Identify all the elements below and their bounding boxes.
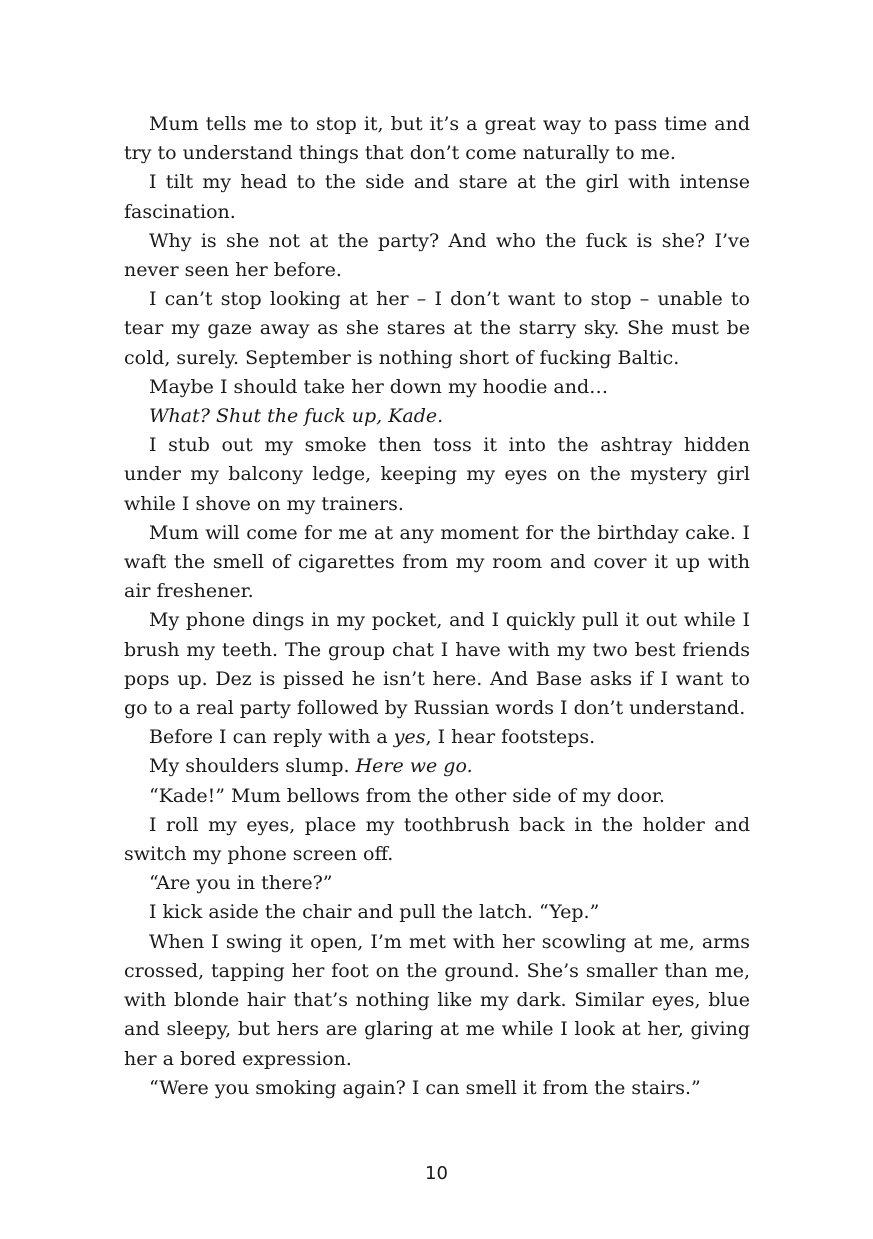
paragraph <box>124 723 750 752</box>
paragraph <box>124 869 750 898</box>
paragraph-text: , I hear footsteps. <box>425 726 596 749</box>
paragraph <box>124 431 750 519</box>
paragraph <box>124 285 750 373</box>
paragraph-text: When I swing it open, I’m met with her scowling at me, arms crossed, tapping her foot on the ground. She’s smaller than me, with blonde hair that’s nothing like my dark. Similar eyes, blue and sleepy, but hers are glaring at me while I look at her, giving her a bored expression. <box>124 930 750 1070</box>
paragraph <box>124 373 750 402</box>
paragraph-text: I kick aside the chair and pull the latch. “Yep.” <box>149 901 600 924</box>
paragraph <box>124 782 750 811</box>
paragraph-text: I stub out my smoke then toss it into the ashtray hidden under my balcony ledge, keeping my eyes on the mystery girl while I shove on my trainers. <box>124 434 750 515</box>
paragraph-text: “Kade!” Mum bellows from the other side of my door. <box>149 784 665 807</box>
paragraph-text: My shoulders slump. <box>149 755 356 778</box>
paragraph <box>124 752 750 781</box>
paragraph-text: “Were you smoking again? I can smell it from the stairs.” <box>149 1076 701 1099</box>
paragraph-text: Mum will come for me at any moment for the birthday cake. I waft the smell of cigarettes from my room and cover it up with air freshener. <box>124 521 750 603</box>
paragraph-text: I can’t stop looking at her – I don’t want to stop – unable to tear my gaze away as she stares at the starry sky. She must be cold, surely. September is nothing short of fucking Baltic. <box>124 288 750 369</box>
paragraph-text: I tilt my head to the side and stare at the girl with intense fascination. <box>124 171 750 223</box>
paragraph <box>124 519 750 607</box>
paragraph-text: Mum tells me to stop it, but it’s a great way to pass time and try to understand things that don’t come naturally to me. <box>124 113 750 165</box>
paragraph-text-italic: Here we go. <box>355 755 473 778</box>
paragraph-text-italic: yes <box>393 726 426 749</box>
paragraph <box>124 1074 750 1103</box>
paragraph <box>124 227 750 285</box>
paragraph-text: Maybe I should take her down my hoodie and… <box>149 375 609 398</box>
paragraph-text: My phone dings in my pocket, and I quickly pull it out while I brush my teeth. The group chat I have with my two best friends pops up. Dez is pissed he isn’t here. And Base asks if I want to go to a real party followed by Russian words I don’t understand. <box>124 609 750 720</box>
paragraph-text: “Are you in there?” <box>149 872 333 895</box>
paragraph <box>124 928 750 1074</box>
paragraph <box>124 606 750 723</box>
page-number: 10 <box>425 1163 448 1184</box>
paragraph-text: Why is she not at the party? And who the fuck is she? I’ve never seen her before. <box>124 229 750 282</box>
paragraph <box>124 110 750 168</box>
paragraph-text: Before I can reply with a <box>149 726 394 749</box>
page-body <box>124 110 750 1103</box>
paragraph-text-italic: What? Shut the fuck up, Kade. <box>149 405 444 428</box>
paragraph <box>124 898 750 927</box>
paragraph <box>124 402 750 431</box>
paragraph <box>124 811 750 869</box>
paragraph <box>124 168 750 226</box>
paragraph-text: I roll my eyes, place my toothbrush back in the holder and switch my phone screen off. <box>124 813 750 866</box>
